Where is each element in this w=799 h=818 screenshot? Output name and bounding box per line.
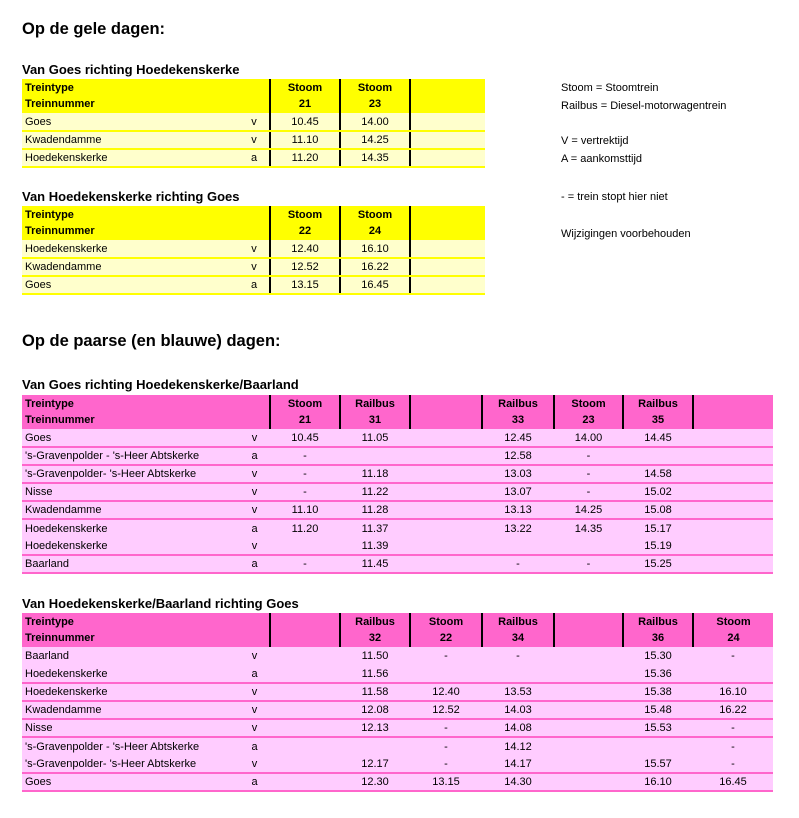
header-label: Treintype (22, 395, 248, 412)
train-header-cell: 35 (623, 412, 693, 429)
time-cell: 11.45 (340, 555, 410, 573)
train-header-cell: 24 (693, 630, 773, 647)
train-header-cell: 32 (340, 630, 410, 647)
train-header-cell (410, 223, 485, 240)
time-cell: 16.45 (340, 276, 410, 294)
header-label: Treintype (22, 613, 248, 630)
time-cell (554, 755, 623, 773)
train-header-cell: 31 (340, 412, 410, 429)
train-header-cell: Stoom (554, 395, 623, 412)
legend-aankomst: A = aankomsttijd (561, 153, 643, 165)
time-cell (693, 665, 773, 683)
time-cell: 12.58 (482, 447, 554, 465)
station-name: Hoedekenskerke (22, 665, 248, 683)
header-blank (248, 206, 270, 223)
time-cell: 11.50 (340, 647, 410, 665)
time-cell (623, 447, 693, 465)
time-cell: 14.25 (340, 131, 410, 149)
train-header-cell: 36 (623, 630, 693, 647)
station-name: Nisse (22, 719, 248, 737)
time-cell (410, 537, 482, 555)
station-name: Goes (22, 429, 248, 447)
time-cell: 13.03 (482, 465, 554, 483)
table-row (22, 665, 773, 683)
train-header-cell: 34 (482, 630, 554, 647)
table-title-baarland-to-goes: Van Hoedekenskerke/Baarland richting Goes (22, 596, 299, 611)
time-cell: - (410, 719, 482, 737)
train-header-cell (693, 412, 773, 429)
timetable-yellow-return (22, 206, 485, 295)
table-row (22, 447, 773, 465)
train-header-cell (554, 630, 623, 647)
time-cell: 12.17 (340, 755, 410, 773)
header-label: Treinnummer (22, 412, 248, 429)
time-cell (270, 773, 340, 791)
train-header-cell (410, 395, 482, 412)
time-cell: 15.57 (623, 755, 693, 773)
time-cell (410, 258, 485, 276)
time-cell: 12.08 (340, 701, 410, 719)
timetable-purple-return (22, 613, 773, 792)
time-cell: - (410, 647, 482, 665)
time-cell: 16.10 (623, 773, 693, 791)
time-cell: - (554, 465, 623, 483)
time-cell: 14.58 (623, 465, 693, 483)
train-header-cell (554, 613, 623, 630)
time-cell: 15.08 (623, 501, 693, 519)
station-name: 's-Gravenpolder- 's-Heer Abtskerke (22, 755, 248, 773)
time-cell: 14.00 (554, 429, 623, 447)
time-cell: 11.20 (270, 519, 340, 537)
time-cell: 13.07 (482, 483, 554, 501)
time-cell: 13.22 (482, 519, 554, 537)
time-cell: 15.38 (623, 683, 693, 701)
legend-changes: Wijzigingen voorbehouden (561, 228, 691, 240)
time-cell (554, 665, 623, 683)
timetable-yellow-outbound (22, 79, 485, 168)
time-cell: 14.30 (482, 773, 554, 791)
header-label: Treinnummer (22, 223, 248, 240)
time-cell (270, 719, 340, 737)
table-row (22, 737, 773, 755)
time-cell: - (693, 647, 773, 665)
time-cell: 12.45 (482, 429, 554, 447)
time-cell (482, 665, 554, 683)
arrival-departure-flag: a (248, 773, 270, 791)
arrival-departure-flag: a (248, 665, 270, 683)
train-header-cell (410, 79, 485, 96)
table-row (22, 701, 773, 719)
time-cell (410, 483, 482, 501)
time-cell: 15.48 (623, 701, 693, 719)
time-cell: 11.20 (270, 149, 340, 167)
train-header-cell: Stoom (270, 395, 340, 412)
header-label: Treinnummer (22, 630, 248, 647)
station-name: 's-Gravenpolder - 's-Heer Abtskerke (22, 447, 248, 465)
train-header-cell: Stoom (410, 613, 482, 630)
time-cell: 14.45 (623, 429, 693, 447)
time-cell: 13.13 (482, 501, 554, 519)
train-header-cell: Stoom (340, 206, 410, 223)
station-name: Kwadendamme (22, 258, 248, 276)
train-header-cell: Stoom (693, 613, 773, 630)
time-cell: - (270, 447, 340, 465)
arrival-departure-flag: v (248, 755, 270, 773)
time-cell: 14.35 (554, 519, 623, 537)
station-name: 's-Gravenpolder- 's-Heer Abtskerke (22, 465, 248, 483)
time-cell (693, 483, 773, 501)
time-cell (693, 429, 773, 447)
time-cell: 13.15 (270, 276, 340, 294)
arrival-departure-flag: a (248, 737, 270, 755)
table-row (22, 755, 773, 773)
train-header-cell: Stoom (270, 79, 340, 96)
time-cell: 14.17 (482, 755, 554, 773)
table-row (22, 465, 773, 483)
table-row (22, 240, 485, 258)
header-blank (248, 79, 270, 96)
train-header-cell: Railbus (623, 613, 693, 630)
time-cell: 11.10 (270, 131, 340, 149)
train-header-cell: 23 (340, 96, 410, 113)
timetable-purple-outbound (22, 395, 773, 574)
time-cell: 11.28 (340, 501, 410, 519)
time-cell (554, 683, 623, 701)
time-cell (623, 737, 693, 755)
table-row (22, 773, 773, 791)
train-header-cell: Railbus (340, 395, 410, 412)
station-name: Baarland (22, 647, 248, 665)
time-cell: 12.52 (270, 258, 340, 276)
time-cell: - (554, 483, 623, 501)
time-cell: - (554, 447, 623, 465)
arrival-departure-flag: v (248, 501, 270, 519)
time-cell (270, 683, 340, 701)
time-cell: 12.30 (340, 773, 410, 791)
arrival-departure-flag: v (248, 537, 270, 555)
arrival-departure-flag: v (248, 240, 270, 258)
station-name: Goes (22, 276, 248, 294)
time-cell (410, 501, 482, 519)
time-cell (270, 755, 340, 773)
table-row (22, 719, 773, 737)
time-cell: 13.15 (410, 773, 482, 791)
header-row-treintype (22, 79, 485, 96)
time-cell: - (410, 737, 482, 755)
time-cell: 11.22 (340, 483, 410, 501)
train-header-cell (410, 412, 482, 429)
time-cell (554, 737, 623, 755)
station-name: Kwadendamme (22, 131, 248, 149)
time-cell: 12.13 (340, 719, 410, 737)
time-cell: 12.52 (410, 701, 482, 719)
train-header-cell: Railbus (482, 395, 554, 412)
header-blank (248, 412, 270, 429)
train-header-cell: 22 (270, 223, 340, 240)
time-cell: 14.00 (340, 113, 410, 131)
station-name: Goes (22, 773, 248, 791)
time-cell: 14.08 (482, 719, 554, 737)
time-cell: 12.40 (410, 683, 482, 701)
train-header-cell: 23 (554, 412, 623, 429)
train-header-cell (270, 613, 340, 630)
time-cell: 15.19 (623, 537, 693, 555)
table-row (22, 501, 773, 519)
time-cell (554, 773, 623, 791)
header-label: Treintype (22, 206, 248, 223)
train-header-cell (410, 206, 485, 223)
time-cell: 11.10 (270, 501, 340, 519)
table-row (22, 683, 773, 701)
train-header-cell: 21 (270, 412, 340, 429)
arrival-departure-flag: a (248, 519, 270, 537)
header-row-treinnummer (22, 630, 773, 647)
time-cell: 10.45 (270, 113, 340, 131)
station-name: Hoedekenskerke (22, 149, 248, 167)
time-cell (270, 665, 340, 683)
time-cell (693, 465, 773, 483)
time-cell: 14.03 (482, 701, 554, 719)
time-cell (270, 647, 340, 665)
arrival-departure-flag: v (248, 113, 270, 131)
arrival-departure-flag: v (248, 465, 270, 483)
legend-railbus: Railbus = Diesel-motorwagentrein (561, 100, 727, 112)
time-cell: - (270, 465, 340, 483)
station-name: Baarland (22, 555, 248, 573)
time-cell: - (554, 555, 623, 573)
station-name: Kwadendamme (22, 701, 248, 719)
table-title-hoedekenskerke-to-goes: Van Hoedekenskerke richting Goes (22, 189, 240, 204)
time-cell: 15.25 (623, 555, 693, 573)
time-cell (554, 719, 623, 737)
legend-vertrek: V = vertrektijd (561, 135, 629, 147)
time-cell: 15.53 (623, 719, 693, 737)
header-label: Treintype (22, 79, 248, 96)
time-cell (410, 149, 485, 167)
train-header-cell (270, 630, 340, 647)
arrival-departure-flag: v (248, 683, 270, 701)
time-cell: 15.30 (623, 647, 693, 665)
time-cell: 16.22 (693, 701, 773, 719)
station-name: 's-Gravenpolder - 's-Heer Abtskerke (22, 737, 248, 755)
time-cell: 13.53 (482, 683, 554, 701)
header-blank (248, 395, 270, 412)
header-blank (248, 613, 270, 630)
time-cell: - (410, 755, 482, 773)
time-cell: 12.40 (270, 240, 340, 258)
time-cell (693, 519, 773, 537)
time-cell (410, 555, 482, 573)
time-cell (693, 447, 773, 465)
time-cell: 14.12 (482, 737, 554, 755)
header-blank (248, 223, 270, 240)
table-row (22, 149, 485, 167)
legend-stoom: Stoom = Stoomtrein (561, 82, 659, 94)
time-cell: - (482, 647, 554, 665)
time-cell: 16.10 (693, 683, 773, 701)
time-cell: - (270, 483, 340, 501)
time-cell (482, 537, 554, 555)
time-cell (410, 113, 485, 131)
train-header-cell: Stoom (270, 206, 340, 223)
time-cell (410, 519, 482, 537)
arrival-departure-flag: v (248, 258, 270, 276)
time-cell (410, 447, 482, 465)
train-header-cell: 22 (410, 630, 482, 647)
header-row-treintype (22, 613, 773, 630)
time-cell: - (482, 555, 554, 573)
time-cell (693, 555, 773, 573)
time-cell: 10.45 (270, 429, 340, 447)
time-cell: 15.17 (623, 519, 693, 537)
train-header-cell: Railbus (482, 613, 554, 630)
time-cell (340, 447, 410, 465)
station-name: Hoedekenskerke (22, 519, 248, 537)
station-name: Kwadendamme (22, 501, 248, 519)
table-title-goes-to-baarland: Van Goes richting Hoedekenskerke/Baarland (22, 377, 299, 392)
arrival-departure-flag: a (248, 276, 270, 294)
time-cell: 11.05 (340, 429, 410, 447)
train-header-cell: 21 (270, 96, 340, 113)
time-cell (410, 665, 482, 683)
time-cell (270, 701, 340, 719)
table-row (22, 555, 773, 573)
time-cell: 11.58 (340, 683, 410, 701)
train-header-cell (693, 395, 773, 412)
time-cell (270, 737, 340, 755)
time-cell (340, 737, 410, 755)
header-row-treintype (22, 206, 485, 223)
table-row (22, 483, 773, 501)
train-header-cell: Stoom (340, 79, 410, 96)
table-row (22, 647, 773, 665)
time-cell (410, 465, 482, 483)
time-cell (410, 240, 485, 258)
time-cell (410, 429, 482, 447)
heading-purple-days: Op de paarse (en blauwe) dagen: (22, 332, 281, 350)
station-name: Hoedekenskerke (22, 537, 248, 555)
train-header-cell: 24 (340, 223, 410, 240)
time-cell: 15.36 (623, 665, 693, 683)
time-cell (554, 647, 623, 665)
time-cell: 11.56 (340, 665, 410, 683)
train-header-cell: 33 (482, 412, 554, 429)
heading-yellow-days: Op de gele dagen: (22, 20, 166, 38)
table-row (22, 276, 485, 294)
time-cell: - (693, 719, 773, 737)
table-row (22, 131, 485, 149)
station-name: Hoedekenskerke (22, 683, 248, 701)
arrival-departure-flag: v (248, 131, 270, 149)
time-cell: 15.02 (623, 483, 693, 501)
time-cell: 11.37 (340, 519, 410, 537)
time-cell: 16.45 (693, 773, 773, 791)
arrival-departure-flag: v (248, 719, 270, 737)
time-cell: - (270, 555, 340, 573)
station-name: Nisse (22, 483, 248, 501)
arrival-departure-flag: v (248, 701, 270, 719)
time-cell (410, 276, 485, 294)
table-row (22, 537, 773, 555)
time-cell (554, 701, 623, 719)
arrival-departure-flag: a (248, 447, 270, 465)
station-name: Goes (22, 113, 248, 131)
table-title-goes-to-hoedekenskerke: Van Goes richting Hoedekenskerke (22, 62, 240, 77)
arrival-departure-flag: a (248, 555, 270, 573)
train-header-cell: Railbus (340, 613, 410, 630)
arrival-departure-flag: v (248, 483, 270, 501)
legend-dash: - = trein stopt hier niet (561, 191, 668, 203)
time-cell: - (693, 737, 773, 755)
time-cell: 14.35 (340, 149, 410, 167)
time-cell (554, 537, 623, 555)
time-cell (693, 501, 773, 519)
time-cell: - (693, 755, 773, 773)
header-row-treintype (22, 395, 773, 412)
time-cell: 11.18 (340, 465, 410, 483)
table-row (22, 519, 773, 537)
header-row-treinnummer (22, 96, 485, 113)
time-cell (693, 537, 773, 555)
station-name: Hoedekenskerke (22, 240, 248, 258)
table-row (22, 429, 773, 447)
time-cell: 14.25 (554, 501, 623, 519)
header-row-treinnummer (22, 223, 485, 240)
header-label: Treinnummer (22, 96, 248, 113)
arrival-departure-flag: v (248, 429, 270, 447)
table-row (22, 113, 485, 131)
arrival-departure-flag: v (248, 647, 270, 665)
arrival-departure-flag: a (248, 149, 270, 167)
table-row (22, 258, 485, 276)
train-header-cell: Railbus (623, 395, 693, 412)
header-blank (248, 630, 270, 647)
time-cell (410, 131, 485, 149)
time-cell (270, 537, 340, 555)
header-blank (248, 96, 270, 113)
time-cell: 11.39 (340, 537, 410, 555)
header-row-treinnummer (22, 412, 773, 429)
time-cell: 16.22 (340, 258, 410, 276)
time-cell: 16.10 (340, 240, 410, 258)
train-header-cell (410, 96, 485, 113)
